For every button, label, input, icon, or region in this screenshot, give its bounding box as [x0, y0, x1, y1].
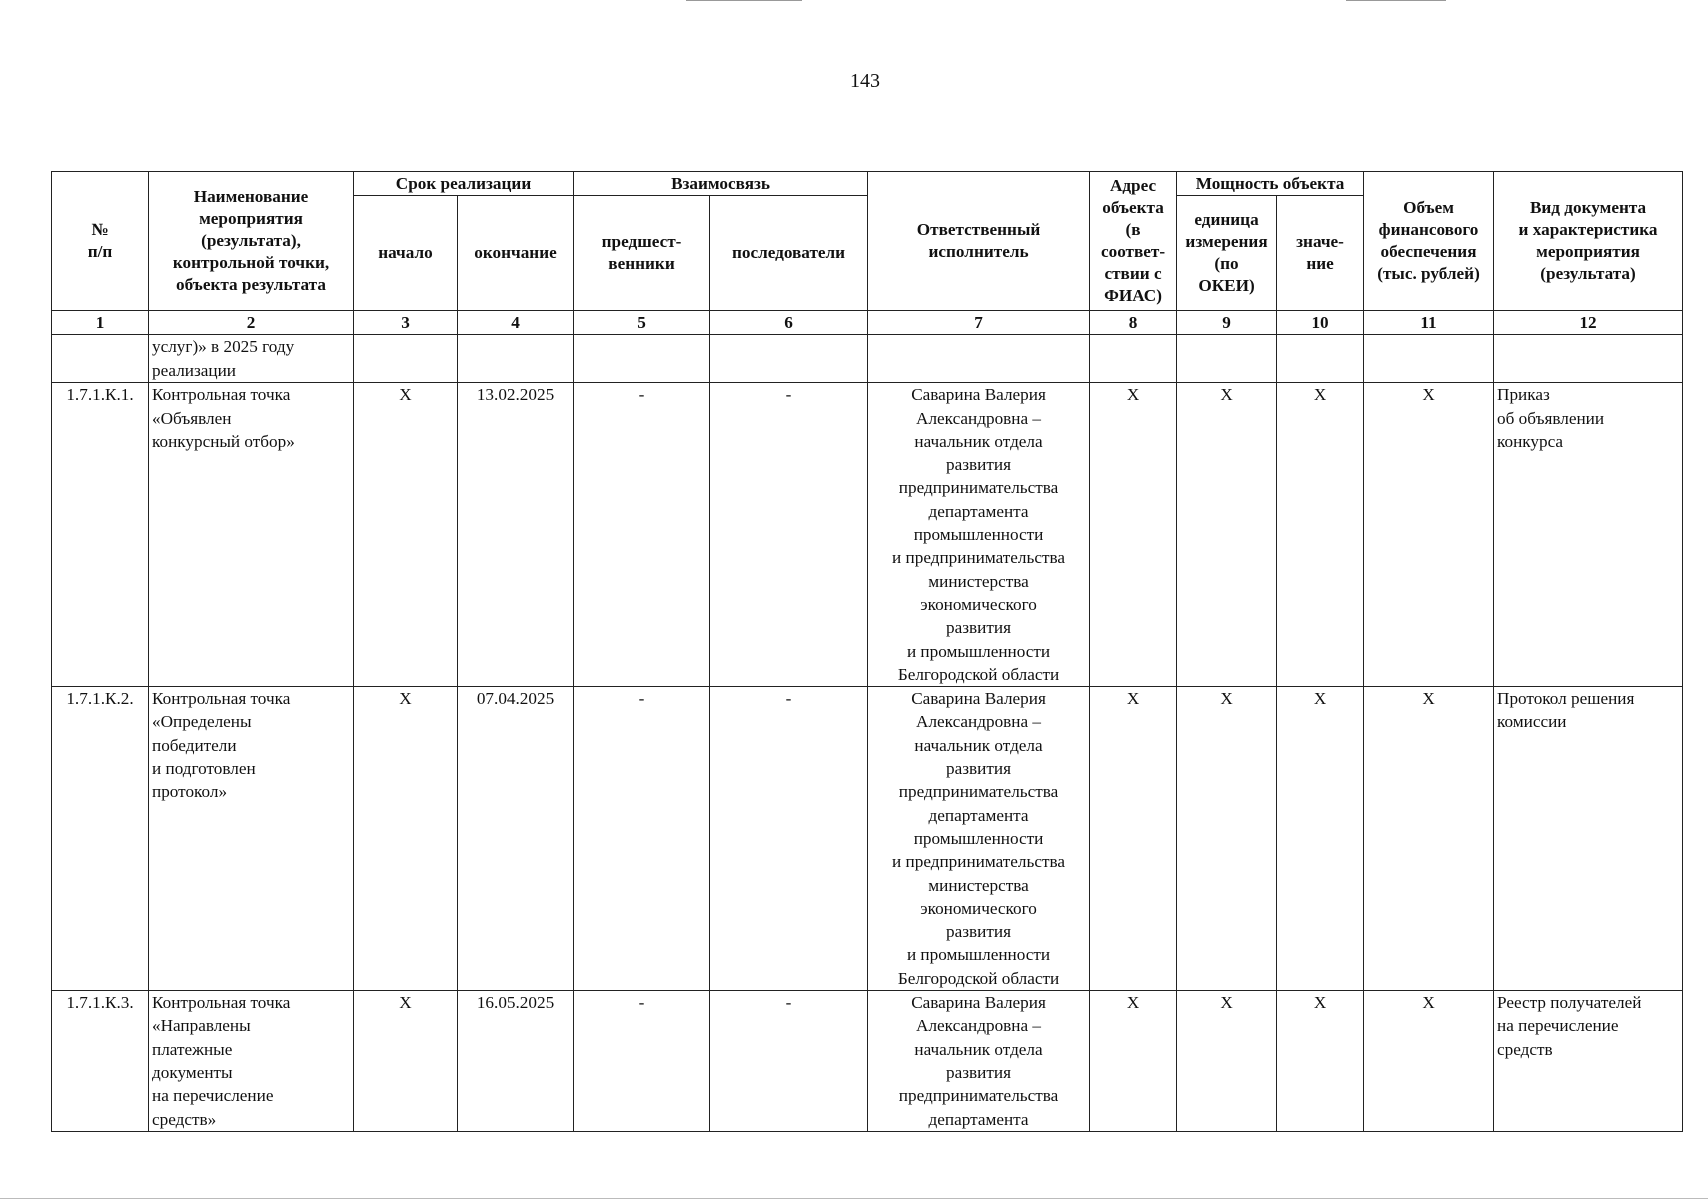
table-row [52, 991, 1683, 1132]
column-number: 5 [574, 311, 710, 335]
header-period: Срок реализации [354, 172, 574, 196]
column-number: 3 [354, 311, 458, 335]
continuation-cell [52, 335, 149, 383]
top-rule [1346, 0, 1446, 1]
continuation-cell [1177, 335, 1277, 383]
continuation-cell [354, 335, 458, 383]
row-responsible: Саварина Валерия Александровна – начальник отдела развития предпринимательства департамента [868, 991, 1090, 1132]
header-finance: Объем финансового обеспечения (тыс. рублей) [1364, 172, 1494, 311]
row-name: Контрольная точка «Объявлен конкурсный отбор» [149, 383, 354, 687]
header-num: № п/п [52, 172, 149, 311]
row-num: 1.7.1.К.2. [52, 687, 149, 991]
column-number: 9 [1177, 311, 1277, 335]
continuation-cell [458, 335, 574, 383]
column-number: 2 [149, 311, 354, 335]
header-address: Адрес объекта (в соответ- ствии с ФИАС) [1090, 172, 1177, 311]
row-doc: Протокол решения комиссии [1494, 687, 1683, 991]
top-rule [686, 0, 802, 1]
row-value: X [1277, 687, 1364, 991]
row-unit: X [1177, 991, 1277, 1132]
column-number: 1 [52, 311, 149, 335]
page-number: 143 [850, 70, 880, 92]
header-link-next: последователи [710, 196, 868, 311]
continuation-cell [868, 335, 1090, 383]
continuation-cell [1364, 335, 1494, 383]
row-prev: - [574, 991, 710, 1132]
row-end: 16.05.2025 [458, 991, 574, 1132]
column-number: 11 [1364, 311, 1494, 335]
row-unit: X [1177, 687, 1277, 991]
row-value: X [1277, 383, 1364, 687]
header-name: Наименование мероприятия (результата), контрольной точки, объекта результата [149, 172, 354, 311]
header-period-end: окончание [458, 196, 574, 311]
column-number: 12 [1494, 311, 1683, 335]
header-doc: Вид документа и характеристика мероприятия (результата) [1494, 172, 1683, 311]
header-link-prev: предшест- венники [574, 196, 710, 311]
bottom-edge-line [0, 1198, 1708, 1199]
header-link: Взаимосвязь [574, 172, 868, 196]
row-value: X [1277, 991, 1364, 1132]
row-next: - [710, 687, 868, 991]
column-number: 10 [1277, 311, 1364, 335]
row-doc: Приказ об объявлении конкурса [1494, 383, 1683, 687]
row-finance: X [1364, 687, 1494, 991]
row-responsible: Саварина Валерия Александровна – начальник отдела развития предпринимательства департамента промышленности и предпринимательства министерства экономического развития и промышленности Белгородской области [868, 687, 1090, 991]
table-row [52, 383, 1683, 687]
row-end: 07.04.2025 [458, 687, 574, 991]
header-value: значе- ние [1277, 196, 1364, 311]
header-capacity: Мощность объекта [1177, 172, 1364, 196]
row-start: X [354, 687, 458, 991]
continuation-cell [1494, 335, 1683, 383]
row-finance: X [1364, 991, 1494, 1132]
column-number: 7 [868, 311, 1090, 335]
continuation-cell [574, 335, 710, 383]
row-name: Контрольная точка «Определены победители и подготовлен протокол» [149, 687, 354, 991]
header-unit: единица измерения (по ОКЕИ) [1177, 196, 1277, 311]
continuation-cell [1090, 335, 1177, 383]
row-prev: - [574, 383, 710, 687]
continuation-cell [710, 335, 868, 383]
continuation-cell [1277, 335, 1364, 383]
row-start: X [354, 383, 458, 687]
row-address: X [1090, 687, 1177, 991]
row-num: 1.7.1.К.3. [52, 991, 149, 1132]
row-unit: X [1177, 383, 1277, 687]
table-row [52, 687, 1683, 991]
header-period-start: начало [354, 196, 458, 311]
column-number-row [52, 311, 1683, 335]
row-end: 13.02.2025 [458, 383, 574, 687]
continuation-row [52, 335, 1683, 383]
row-responsible: Саварина Валерия Александровна – начальник отдела развития предпринимательства департамента промышленности и предпринимательства министерства экономического развития и промышленности Белгородской области [868, 383, 1090, 687]
column-number: 8 [1090, 311, 1177, 335]
continuation-name: услуг)» в 2025 году реализации [149, 335, 354, 383]
row-prev: - [574, 687, 710, 991]
plan-table [51, 171, 1683, 1132]
column-number: 6 [710, 311, 868, 335]
header-responsible: Ответственный исполнитель [868, 172, 1090, 311]
row-next: - [710, 991, 868, 1132]
row-next: - [710, 383, 868, 687]
row-doc: Реестр получателей на перечисление средств [1494, 991, 1683, 1132]
column-number: 4 [458, 311, 574, 335]
row-address: X [1090, 991, 1177, 1132]
row-num: 1.7.1.К.1. [52, 383, 149, 687]
row-name: Контрольная точка «Направлены платежные документы на перечисление средств» [149, 991, 354, 1132]
row-address: X [1090, 383, 1177, 687]
row-start: X [354, 991, 458, 1132]
row-finance: X [1364, 383, 1494, 687]
